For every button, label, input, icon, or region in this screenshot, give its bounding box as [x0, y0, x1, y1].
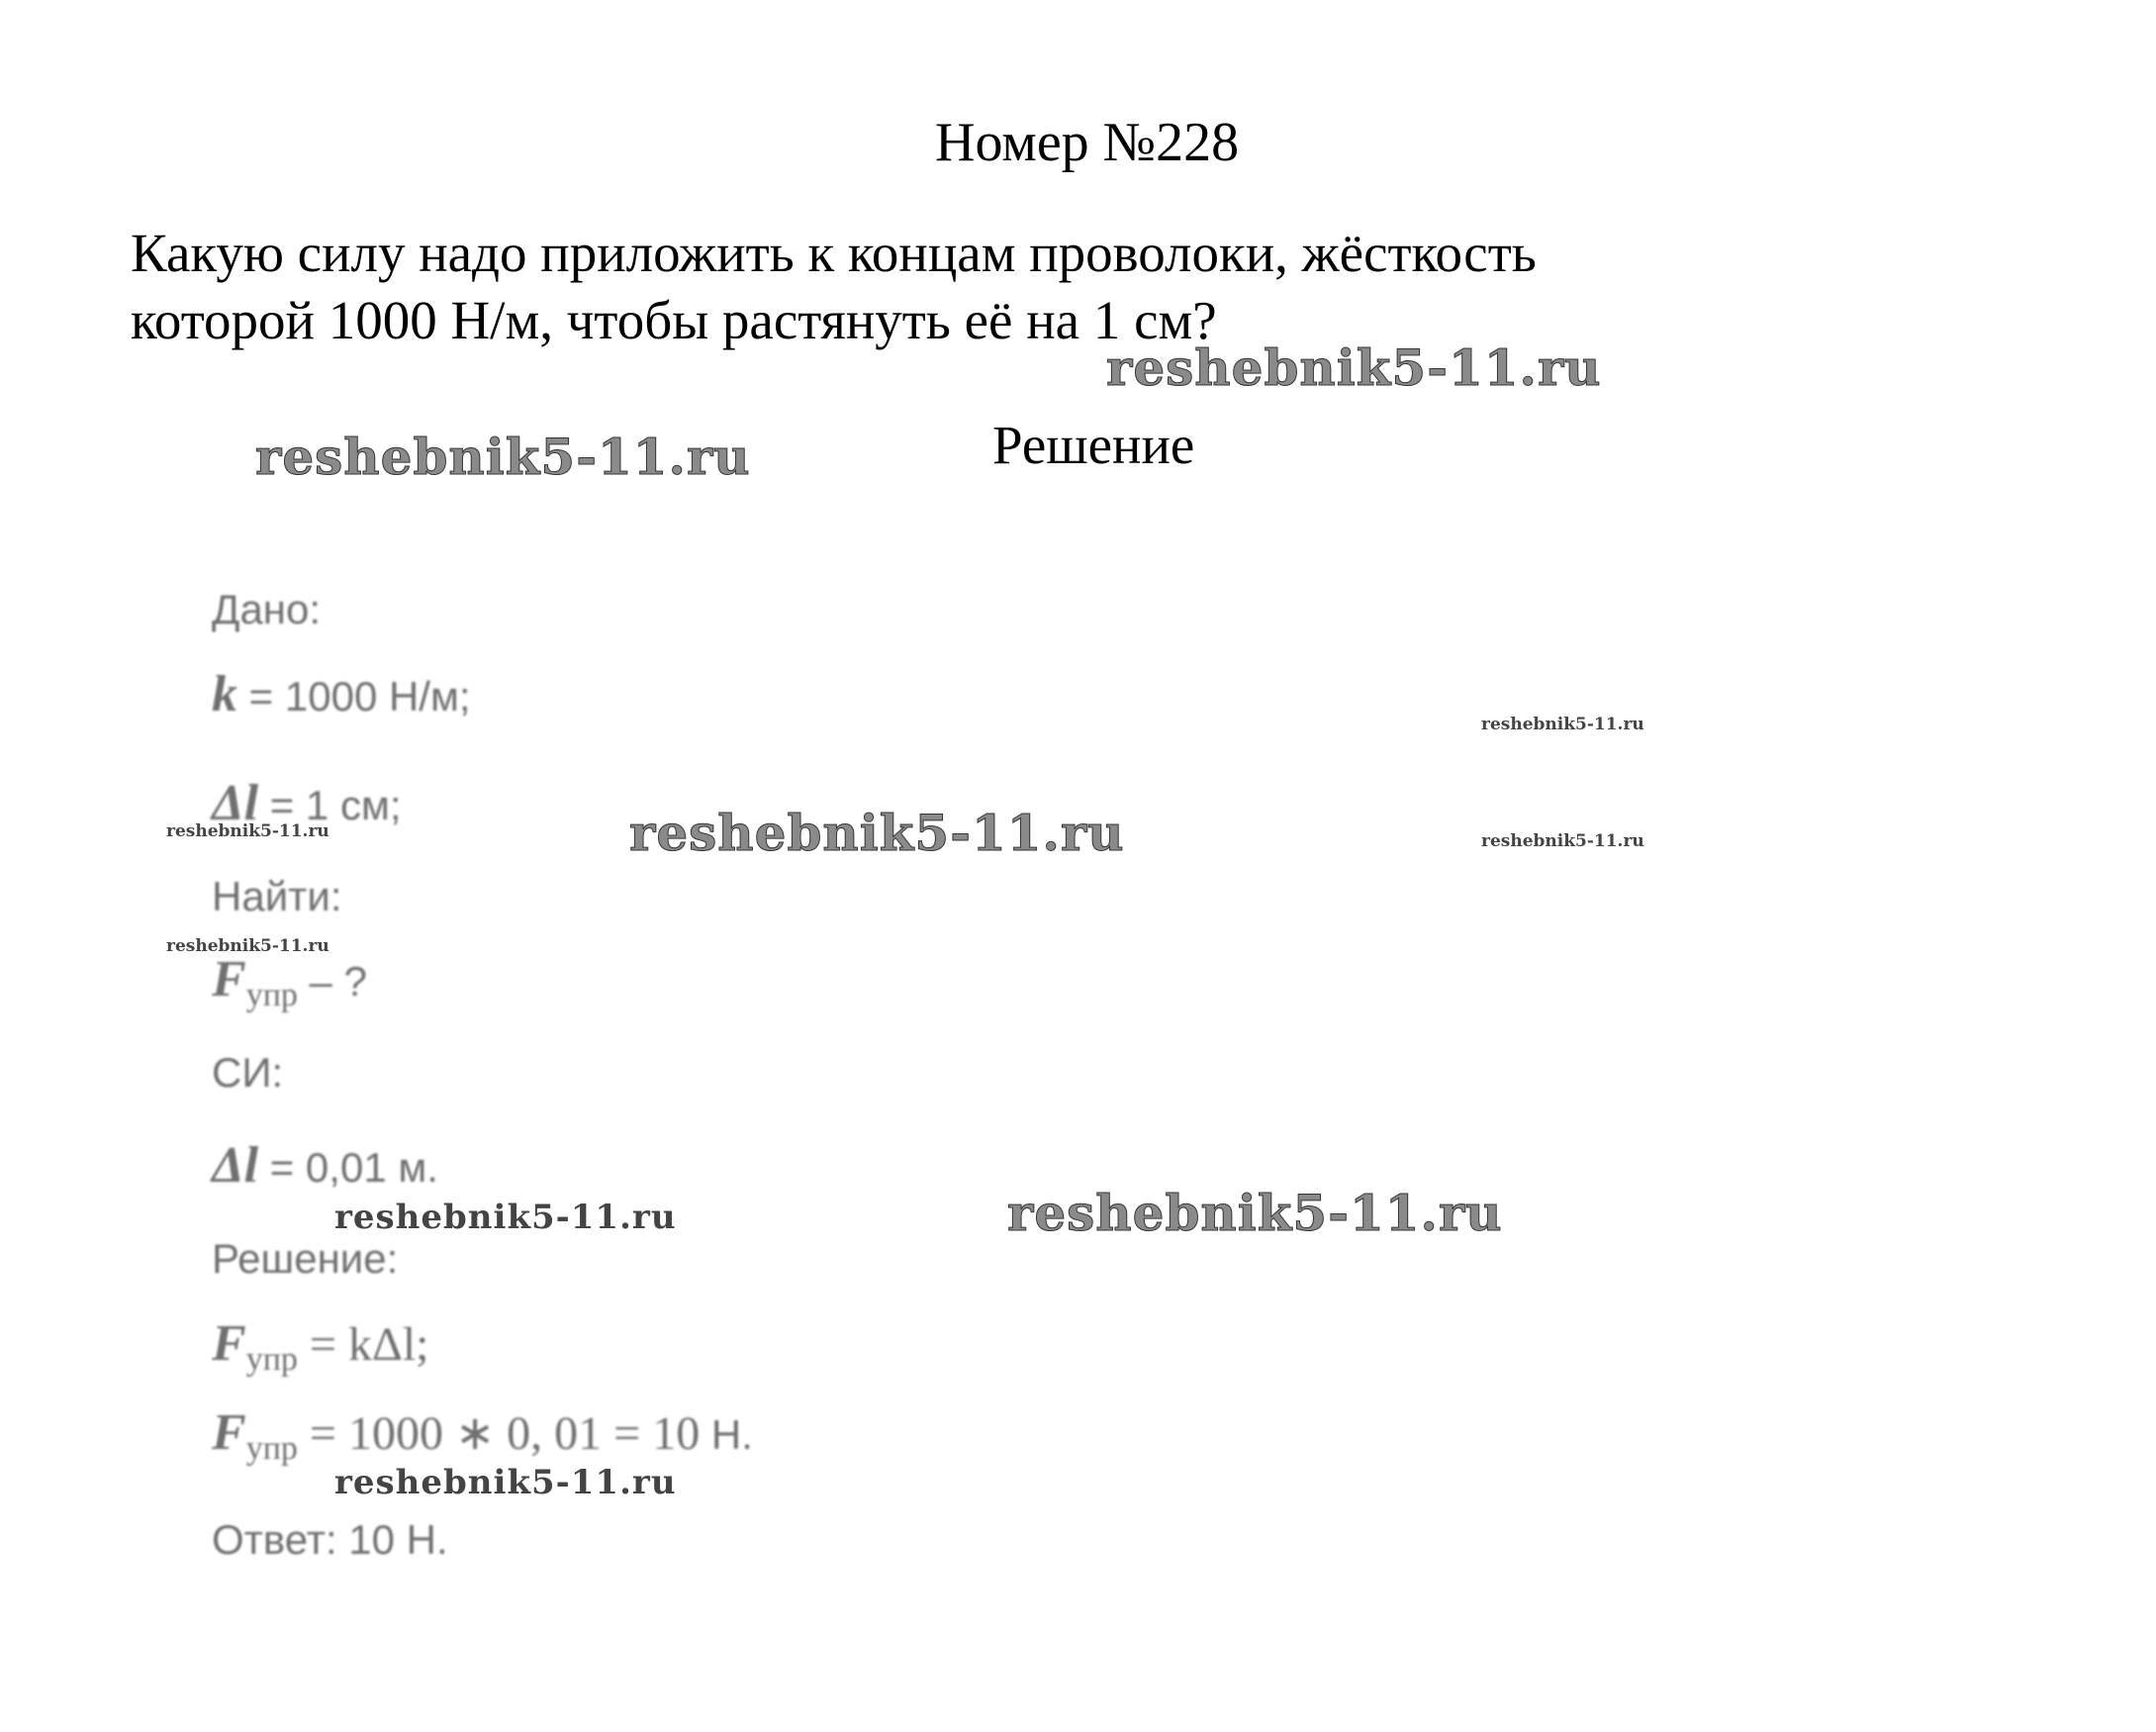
k-value: = 1000 Н/м;	[237, 673, 471, 720]
si-label: СИ:	[212, 1049, 284, 1096]
calc-line	[212, 1403, 753, 1468]
calc-force-subscript: упр	[245, 1430, 298, 1467]
formula-line	[212, 1314, 429, 1379]
solution-label: Решение:	[212, 1235, 399, 1282]
given-label: Дано:	[212, 586, 322, 632]
watermark: reshebnik5-11.ru	[334, 1463, 677, 1502]
force-subscript: упр	[245, 977, 298, 1013]
watermark: reshebnik5-11.ru	[255, 428, 751, 486]
watermark: reshebnik5-11.ru	[1007, 1184, 1503, 1242]
formula-rhs: = kΔl;	[297, 1318, 429, 1371]
calc-rhs: = 1000 ∗ 0, 01 = 10	[297, 1407, 701, 1460]
question-line-2: которой 1000 Н/м, чтобы растянуть её на 1 см?	[131, 290, 1217, 350]
watermark: reshebnik5-11.ru	[1106, 338, 1602, 397]
si-value: = 0,01 м.	[258, 1144, 438, 1191]
si-symbol: Δl	[212, 1137, 259, 1194]
watermark: reshebnik5-11.ru	[629, 804, 1125, 862]
formula-force-symbol: F	[212, 1315, 246, 1372]
watermark: reshebnik5-11.ru	[166, 936, 329, 956]
watermark: reshebnik5-11.ru	[1481, 831, 1644, 851]
calc-unit: Н.	[700, 1411, 753, 1458]
find-value: – ?	[297, 958, 367, 1005]
answer-line: Ответ: 10 Н.	[212, 1516, 448, 1563]
watermark: reshebnik5-11.ru	[166, 821, 329, 841]
dl-value: = 1 см;	[258, 782, 402, 828]
watermark: reshebnik5-11.ru	[1481, 715, 1644, 734]
watermark: reshebnik5-11.ru	[334, 1198, 677, 1237]
calc-force-symbol: F	[212, 1404, 246, 1461]
question-line-1: Какую силу надо приложить к концам проволоки, жёсткость	[131, 223, 1537, 283]
si-expression	[212, 1136, 438, 1195]
find-expression	[212, 950, 367, 1014]
solution-heading: Решение	[992, 415, 1195, 475]
force-symbol: F	[212, 951, 246, 1008]
page-title: Номер №228	[935, 112, 1240, 173]
find-label: Найти:	[212, 873, 342, 919]
formula-force-subscript: упр	[245, 1341, 298, 1378]
given-k	[212, 665, 471, 723]
k-symbol: k	[212, 666, 237, 722]
dl-symbol: Δl	[212, 775, 259, 831]
